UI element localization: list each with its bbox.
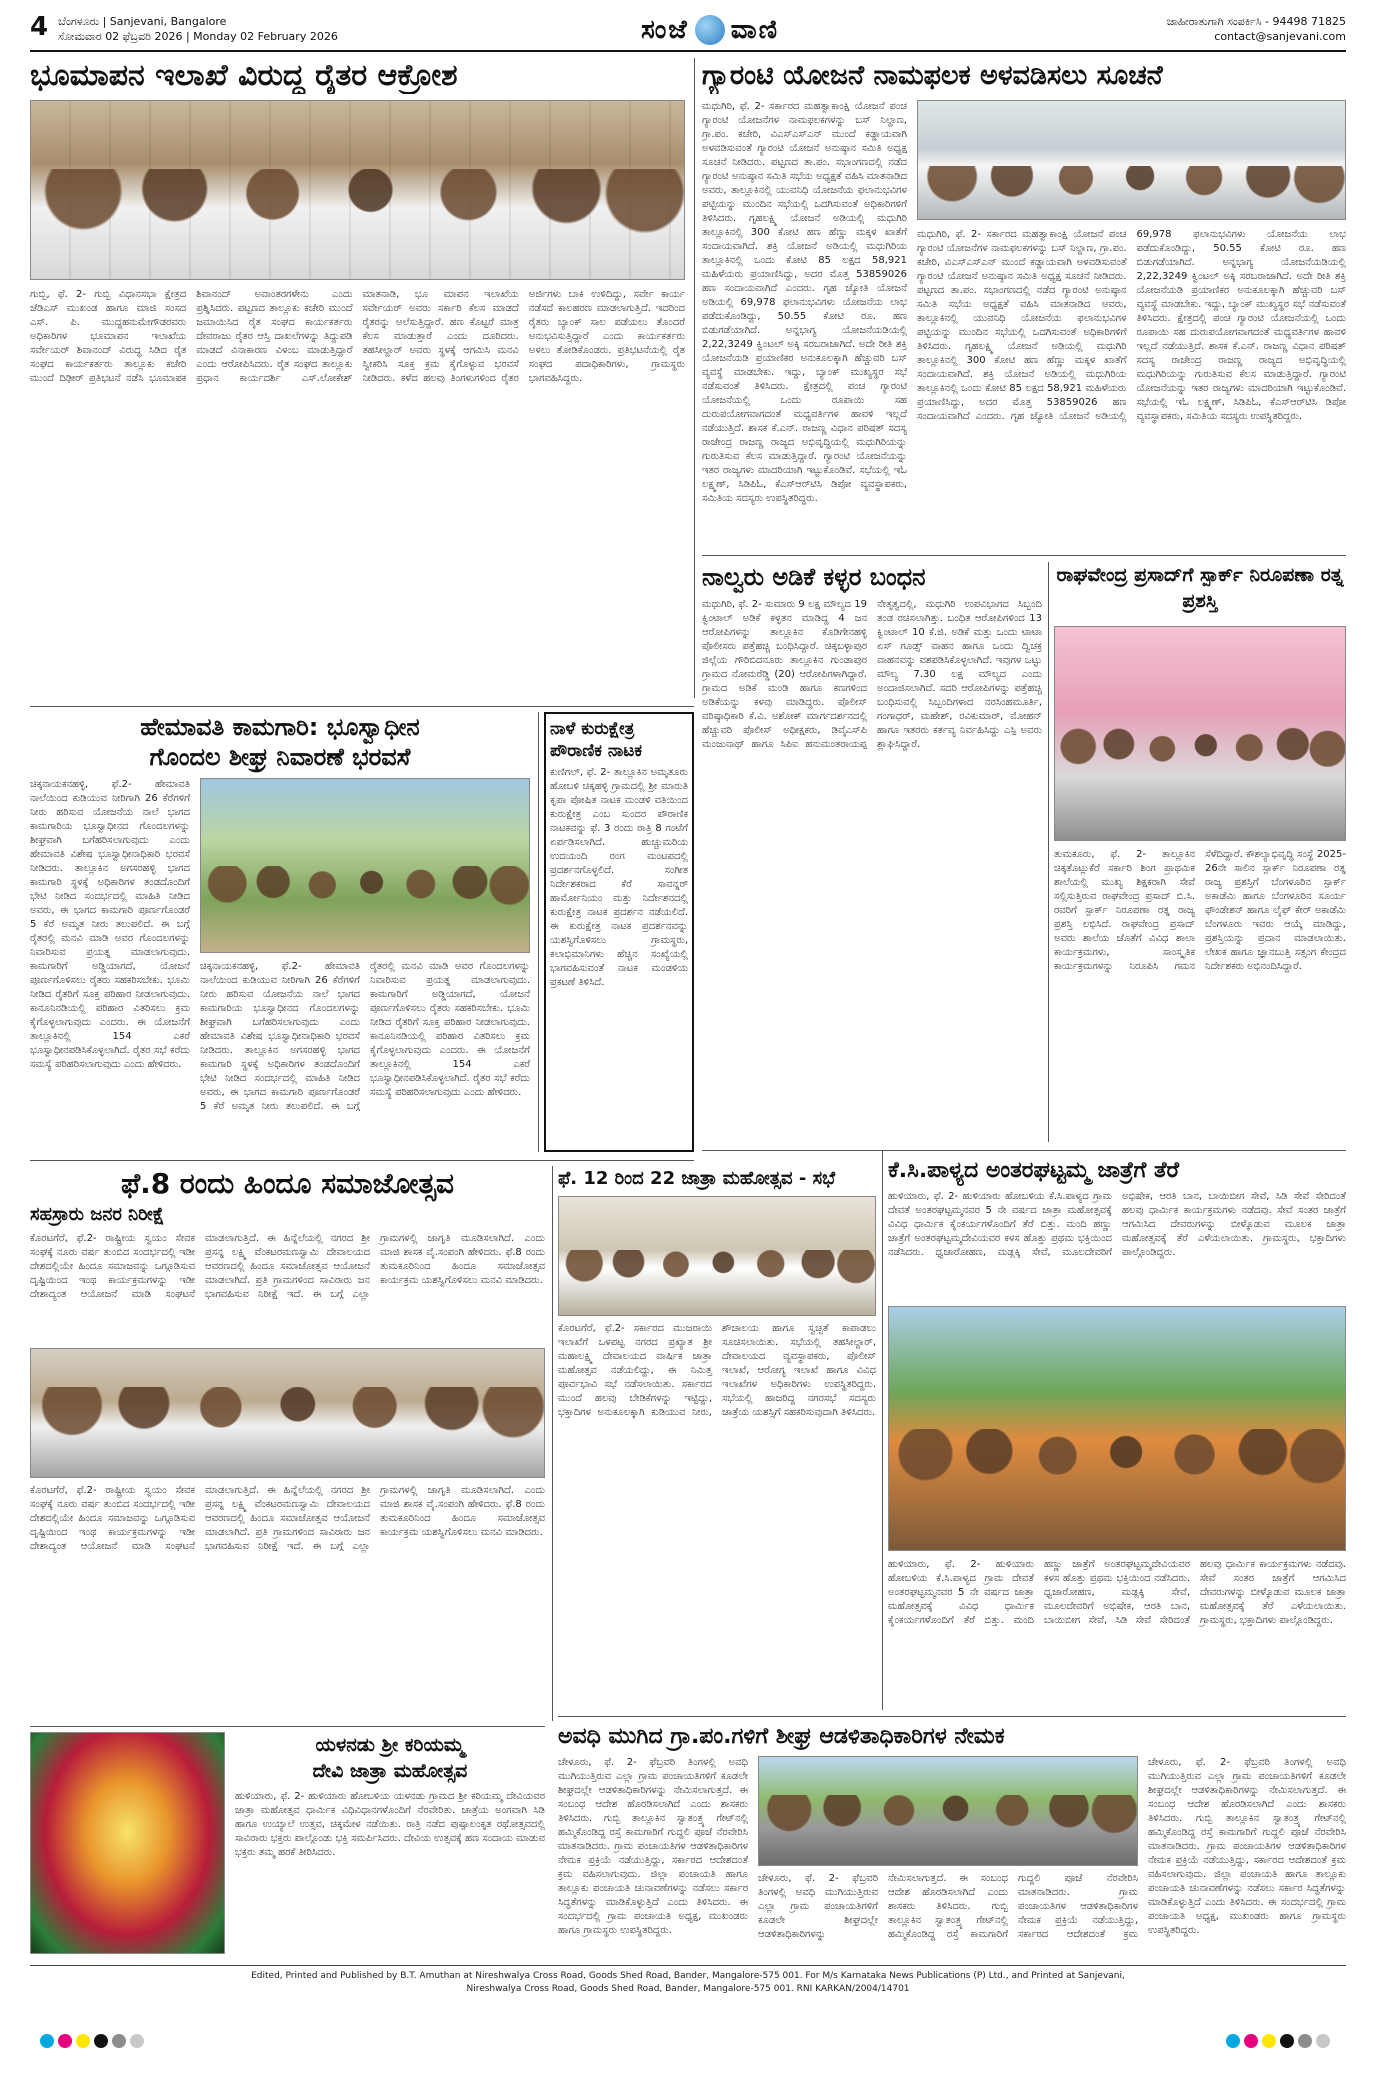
article-body-right: ಮಧುಗಿರಿ, ಫೆ. 2- ಸರ್ಕಾರದ ಮಹತ್ವಾಕಾಂಕ್ಷಿ ಯೋಜನೆ ಪಂಚ ಗ್ಯಾರಂಟಿ ಯೋಜನೆಗಳ ನಾಮಫಲಕಗಳನ್ನು ಬಸ್ ನಿಲ್ದಾಣ, ಗ್ರಾ.ಪಂ. ಕಚೇರಿ, ವಿಎಸ್‌ಎಸ್‌ಎನ್ ಮುಂದೆ ಕಡ್ಡಾಯವಾಗಿ ಅಳವಡಿಸುವಂತೆ ಗ್ಯಾರಂಟಿ ಯೋಜನೆ ಅನುಷ್ಠಾನ ಸಮಿತಿ ಅಧ್ಯಕ್ಷ ಸೂಚನೆ ನೀಡಿದರು. ಪಟ್ಟಣದ ತಾ.ಪಂ. ಸಭಾಂಗಣದಲ್ಲಿ ನಡೆದ ಗ್ಯಾರಂಟಿ ಅನುಷ್ಠಾನ ಸಮಿತಿ ಸಭೆಯ ಅಧ್ಯಕ್ಷತೆ ವಹಿಸಿ ಮಾತನಾಡಿದ ಅವರು, ತಾಲ್ಲೂಕಿನಲ್ಲಿ ಯುವನಿಧಿ ಯೋಜನೆಯ ಫಲಾನುಭವಿಗಳ ಪಟ್ಟಿಯನ್ನು ಮುಂದಿನ ಸಭೆಯಲ್ಲಿ ಒದಗಿಸುವಂತೆ ಅಧಿಕಾರಿಗಳಿಗೆ ತಿಳಿಸಿದರು. ಗೃಹಲಕ್ಷ್ಮಿ ಯೋಜನೆ ಅಡಿಯಲ್ಲಿ ಮಧುಗಿರಿ ತಾಲ್ಲೂಕಿನಲ್ಲಿ 300 ಕೋಟಿ ಹಣ ಹೆಣ್ಣು ಮಕ್ಕಳ ಖಾತೆಗೆ ಸಂದಾಯವಾಗಿದೆ. ಶಕ್ತಿ ಯೋಜನೆ ಅಡಿಯಲ್ಲಿ ಮಧುಗಿರಿಯ ತಾಲ್ಲೂಕಿನಲ್ಲಿ ಒಂದು ಕೋಟಿ 85 ಲಕ್ಷದ 58,921 ಮಹಿಳೆಯರು ಪ್ರಯಾಣಿಸಿದ್ದು, ಅದರ ಮೊತ್ತ 53859026 ಹಣ ಸಂದಾಯವಾಗಿದೆ ಎಂದರು. ಗೃಹ ಜ್ಯೋತಿ ಯೋಜನೆ ಅಡಿಯಲ್ಲಿ 69,978 ಫಲಾನುಭವಿಗಳು ಯೋಜನೆಯ ಲಾಭ ಪಡೆದುಕೊಂಡಿದ್ದು, 50.55 ಕೋಟಿ ರೂ. ಹಣ ಬಿಡುಗಡೆಯಾಗಿದೆ. ಅನ್ನಭಾಗ್ಯ ಯೋಜನೆಯಡಿಯಲ್ಲಿ 2,22,3249 ಕ್ವಿಂಟಲ್ ಅಕ್ಕಿ ಸರಬರಾಜಾಗಿದೆ. ಅದೇ ರೀತಿ ಶಕ್ತಿ ಯೋಜನೆಯಡಿ ಪ್ರಯಾಣಿಕರ ಅನುಕೂಲಕ್ಕಾಗಿ ಹೆಚ್ಚುವರಿ ಬಸ್ ವ್ಯವಸ್ಥೆ ಮಾಡಬೇಕು. ಇದ್ದು, ಬ್ಯಾಂಕ್ ಮುಖ್ಯಸ್ಥರ ಸಭೆ ನಡೆಸುವಂತೆ ತಿಳಿಸಿದರು. ಕ್ಷೇತ್ರದಲ್ಲಿ ಪಂಚ ಗ್ಯಾರಂಟಿ ಯೋಜನೆಯಲ್ಲಿ ಒಂದು ರೂಪಾಯಿ ಸಹ ದುರುಪಯೋಗವಾಗದಂತೆ ಮಧ್ಯವರ್ತಿಗಳ ಹಾವಳಿ ಇಲ್ಲದೆ ನಡೆಯುತ್ತಿದೆ. ಶಾಸಕ ಕೆ.ಎನ್. ರಾಜಣ್ಣ ವಿಧಾನ ಪರಿಷತ್ ಸದಸ್ಯ ರಾಜೇಂದ್ರ ರಾಜಣ್ಣ ರಾಜ್ಯದ ಅಭಿವೃದ್ಧಿಯಲ್ಲಿ ಮಧುಗಿರಿಯನ್ನು ಗುರುತಿಸುವ ಕೆಲಸ ಮಾಡುತ್ತಿದ್ದಾರೆ. ಗ್ಯಾರಂಟಿ ಯೋಜನೆಯನ್ನು ಇತರ ರಾಜ್ಯಗಳು ಮಾದರಿಯಾಗಿ ಇಟ್ಟುಕೊಂಡಿವೆ. ಸಭೆಯಲ್ಲಿ ಇಓ ಲಕ್ಷ್ಮಣ್, ಸಿಡಿಪಿಓ, ಕೆಎಸ್‌ಆರ್‌ಟಿಸಿ ಡಿಪೋ ವ್ಯವಸ್ಥಾಪಕರು, ಸಮಿತಿಯ ಸದಸ್ಯರು ಉಪಸ್ಥಿತರಿದ್ದರು. xyxy=(917,229,1346,422)
registration-marks-left xyxy=(40,2034,144,2048)
masthead xyxy=(30,10,1346,52)
jatra-meeting-photo xyxy=(558,1196,876,1316)
article-body-right: ಚೇಳೂರು, ಫೆ. 2- ಫೆಬ್ರವರಿ ತಿಂಗಳಲ್ಲಿ ಅವಧಿ ಮುಗಿಯುತ್ತಿರುವ ಎಲ್ಲಾ ಗ್ರಾಮ ಪಂಚಾಯತಿಗಳಿಗೆ ಕೂಡಲೇ ಶೀಘ್ರದಲ್ಲೇ ಆಡಳಿತಾಧಿಕಾರಿಗಳನ್ನು ನೇಮಿಸಲಾಗುತ್ತದೆ. ಈ ಸಂಬಂಧ ಆದೇಶ ಹೊರಡಿಸಲಾಗಿದೆ ಎಂದು ಶಾಸಕರು ತಿಳಿಸಿದರು. ಗುಬ್ಬಿ ತಾಲ್ಲೂಕಿನ ಸ್ವಾತಂತ್ರ್ಯ ಗೇಟ್‌ನಲ್ಲಿ ಹಮ್ಮಿಕೊಂಡಿದ್ದ ರಸ್ತೆ ಕಾಮಗಾರಿಗೆ ಗುದ್ದಲಿ ಪೂಜೆ ನೆರವೇರಿಸಿ ಮಾತನಾಡಿದರು. ಗ್ರಾಮ ಪಂಚಾಯತಿಗಳ ಆಡಳಿತಾಧಿಕಾರಿಗಳ ನೇಮಕ ಪ್ರಕ್ರಿಯೆ ನಡೆಯುತ್ತಿದ್ದು, ಸರ್ಕಾರದ ಆದೇಶದಂತೆ ಕ್ರಮ ವಹಿಸಲಾಗುವುದು. ಜಿಲ್ಲಾ ಪಂಚಾಯತಿ ಹಾಗೂ ತಾಲ್ಲೂಕು ಪಂಚಾಯತಿ ಚುನಾವಣೆಗಳನ್ನು ನಡೆಸಲು ಸರ್ಕಾರ ಸಿದ್ಧತೆಗಳನ್ನು ಮಾಡಿಕೊಳ್ಳುತ್ತಿದೆ ಎಂದು ತಿಳಿಸಿದರು. ಈ ಸಂದರ್ಭದಲ್ಲಿ ಗ್ರಾಮ ಪಂಚಾಯತಿ ಅಧ್ಯಕ್ಷ, ಮುಖಂಡರು ಹಾಗೂ ಗ್ರಾಮಸ್ಥರು ಉಪಸ್ಥಿತರಿದ್ದರು. xyxy=(1148,1757,1346,1936)
contact-email: contact@sanjevani.com xyxy=(1214,30,1346,43)
article-body: ಹುಳಿಯಾರು, ಫೆ. 2- ಹುಳಿಯಾರು ಹೋಬಳಿಯ ಯಳನಡು ಗ್ರಾಮದ ಶ್ರೀ ಕರಿಯಮ್ಮ ದೇವಿಯವರ ಜಾತ್ರಾ ಮಹೋತ್ಸವ ಧಾರ್ಮಿಕ ವಿಧಿವಿಧಾನಗಳೊಂದಿಗೆ ನೆರವೇರಿತು. ಜಾತ್ರೆಯ ಅಂಗವಾಗಿ ಸಿಡಿ ಹಾಗೂ ಉಯ್ಯಾಲೆ ಉತ್ಸವ, ಚಿಕ್ಕಮೇಳ ನಡೆಯಿತು. ರಾತ್ರಿ ನಡೆದ ಪುಷ್ಪಾಲಂಕೃತ ರಥೋತ್ಸವದಲ್ಲಿ ಸಾವಿರಾರು ಭಕ್ತರು ಪಾಲ್ಗೊಂಡು ಭಕ್ತಿ ಸಮರ್ಪಿಸಿದರು. ದೇವಿಯ ಉತ್ಸವಕ್ಕೆ ಹಣ ಸಂದಾಯ ಮಾಡುವ ಭಕ್ತರು ತಮ್ಮ ಹರಕೆ ತೀರಿಸಿದರು. xyxy=(235,1791,545,1858)
yellow-dot-icon xyxy=(1262,2034,1276,2048)
imprint-line-1: Edited, Printed and Published by B.T. Amuthan at Nireshwalya Cross Road, Goods Shed Road, Bander, Mangalore-575 001. For M/s Karnataka News Publications (P) Ltd., and Printed at Sanjevani, xyxy=(251,1971,1125,1981)
date-kannada: ಸೋಮವಾರ 02 ಫೆಬ್ರವರಿ 2026 xyxy=(58,30,183,43)
contact-info xyxy=(1167,14,1346,44)
light-gray-dot-icon xyxy=(1316,2034,1330,2048)
award-photo xyxy=(1054,626,1346,841)
article-kariyamma-jatra xyxy=(30,1732,545,1957)
release-photo xyxy=(30,1348,545,1478)
magenta-dot-icon xyxy=(1244,2034,1258,2048)
protest-photo xyxy=(30,100,685,280)
magenta-dot-icon xyxy=(58,2034,72,2048)
edition-label: Sanjevani, Bangalore xyxy=(109,15,227,28)
article-samajotsava xyxy=(30,1166,545,1721)
headline-line-2: ದೇವಿ ಜಾತ್ರಾ ಮಹೋತ್ಸವ xyxy=(312,1760,468,1782)
imprint-line-2: Nireshwalya Cross Road, Goods Shed Road, Bander, Mangalore-575 001. RNI KARKAN/2004/14701 xyxy=(466,1984,910,1994)
article-guarantee-scheme xyxy=(702,58,1346,548)
meeting-photo xyxy=(917,100,1346,220)
article-body-right: ಚಿಕ್ಕನಾಯಕನಹಳ್ಳಿ, ಫೆ.2- ಹೇಮಾವತಿ ನಾಲೆಯಿಂದ ಕುಡಿಯುವ ನೀರಿಗಾಗಿ 26 ಕೆರೆಗಳಿಗೆ ನೀರು ಹರಿಸುವ ಯೋಜನೆಯ ನಾಲೆ ಭಾಗದ ಕಾಮಗಾರಿಯ ಭೂಸ್ವಾಧೀನದ ಗೊಂದಲಗಳನ್ನು ಶೀಘ್ರವಾಗಿ ಬಗೆಹರಿಸಲಾಗುವುದು ಎಂದು ಹೇಮಾವತಿ ವಿಶೇಷ ಭೂಸ್ವಾಧೀನಾಧಿಕಾರಿ ಭರವಸೆ ನೀಡಿದರು. ತಾಲ್ಲೂಕಿನ ಅಗಸರಹಳ್ಳಿ ಭಾಗದ ಕಾಮಗಾರಿ ಸ್ಥಳಕ್ಕೆ ಅಧಿಕಾರಿಗಳ ತಂಡದೊಂದಿಗೆ ಭೇಟಿ ನೀಡಿದ ಸಂದರ್ಭದಲ್ಲಿ ಮಾಹಿತಿ ನೀಡಿದ ಅವರು, ಈ ಭಾಗದ ಕಾಮಗಾರಿ ಪೂರ್ಣಗೊಂಡರೆ 5 ಕೆರೆ ಅಮೃತ ನೀರು ತಲುಪಲಿದೆ. ಈ ಬಗ್ಗೆ ರೈತರಲ್ಲಿ ಮನವಿ ಮಾಡಿ ಅವರ ಗೊಂದಲಗಳನ್ನು ನಿವಾರಿಸುವ ಪ್ರಯತ್ನ ಮಾಡಲಾಗುವುದು. ಕಾಮಗಾರಿಗೆ ಅಡ್ಡಿಯಾಗದೆ, ಯೋಜನೆ ಪೂರ್ಣಗೊಳಿಸಲು ರೈತರು ಸಹಕರಿಸಬೇಕು. ಭೂಮಿ ನೀಡಿದ ರೈತರಿಗೆ ಸೂಕ್ತ ಪರಿಹಾರ ನೀಡಲಾಗುವುದು. ಕಾನೂನಿನಡಿಯಲ್ಲಿ ಪರಿಹಾರ ವಿತರಿಸಲು ಕ್ರಮ ಕೈಗೊಳ್ಳಲಾಗುವುದು ಎಂದರು. ಈ ಯೋಜನೆಗೆ ತಾಲ್ಲೂಕಿನಲ್ಲಿ 154 ಎಕರೆ ಭೂಸ್ವಾಧೀನಪಡಿಸಿಕೊಳ್ಳಲಾಗಿದೆ. ರೈತರ ಸಭೆ ಕರೆದು ಸಮಸ್ಯೆ ಪರಿಹರಿಸಲಾಗುವುದು ಎಂದು ಹೇಳಿದರು. xyxy=(200,961,530,1112)
logo-text-right: ವಾಣಿ xyxy=(730,14,780,45)
yellow-dot-icon xyxy=(76,2034,90,2048)
article-arecanut-theft xyxy=(702,562,1042,1142)
headline-line-1: ಯಳನಡು ಶ್ರೀ ಕರಿಯಮ್ಮ xyxy=(315,1734,465,1756)
article-gram-panchayat xyxy=(558,1722,1346,1957)
headline: ರಾಘವೇಂದ್ರ ಪ್ರಸಾದ್‌ಗೆ ಸ್ಪಾರ್ಕ್ ನಿರೂಪಣಾ ರತ್ನ ಪ್ರಶಸ್ತಿ xyxy=(1056,564,1344,612)
headline-line-2: ಗೊಂದಲ ಶೀಘ್ರ ನಿವಾರಣೆ ಭರವಸೆ xyxy=(149,743,411,771)
article-jatra-meeting xyxy=(558,1166,876,1711)
cyan-dot-icon xyxy=(1226,2034,1240,2048)
article-drama xyxy=(544,712,694,1152)
headline: ಅವಧಿ ಮುಗಿದ ಗ್ರಾ.ಪಂ.ಗಳಿಗೆ ಶೀಘ್ರ ಆಡಳಿತಾಧಿಕಾರಿಗಳ ನೇಮಕ xyxy=(558,1724,1005,1749)
ad-contact: ಜಾಹೀರಾತುಗಾಗಿ ಸಂಪರ್ಕಿಸಿ - 94498 71825 xyxy=(1166,15,1346,28)
headline: ಫೆ. 12 ರಿಂದ 22 ಜಾತ್ರಾ ಮಹೋತ್ಸವ - ಸಭೆ xyxy=(558,1168,836,1189)
registration-marks-right xyxy=(1226,2034,1330,2048)
headline: ಫೆ.8 ರಂದು ಹಿಂದೂ ಸಮಾಜೋತ್ಸವ xyxy=(121,1167,454,1200)
newspaper-page xyxy=(30,10,1346,2010)
headline: ನಾಲ್ವರು ಅಡಿಕೆ ಕಳ್ಳರ ಬಂಧನ xyxy=(702,563,926,591)
headline: ಭೂಮಾಪನ ಇಲಾಖೆ ವಿರುದ್ಧ ರೈತರ ಆಕ್ರೋಶ xyxy=(30,58,458,93)
site-visit-photo xyxy=(200,778,530,953)
article-body-bottom: ಕೊರಟಗೆರೆ, ಫೆ.2- ರಾಷ್ಟ್ರೀಯ ಸ್ವಯಂ ಸೇವಕ ಸಂಘಕ್ಕೆ ನೂರು ವರ್ಷ ತುಂಬಿದ ಸಂದರ್ಭದಲ್ಲಿ ಇಡೀ ದೇಶದಲ್ಲಿಯೇ ಹಿಂದೂ ಸಮಾಜವನ್ನು ಒಗ್ಗೂಡಿಸುವ ದೃಷ್ಟಿಯಿಂದ ಇಂಥ ಕಾರ್ಯಕ್ರಮಗಳನ್ನು ಇಡೀ ದೇಶಾದ್ಯಂತ ಆಯೋಜನೆ ಮಾಡಿ ಸಂಘಟನೆ ಮಾಡಲಾಗುತ್ತಿದೆ. ಈ ಹಿನ್ನೆಲೆಯಲ್ಲಿ ನಗರದ ಶ್ರೀ ಪ್ರಸನ್ನ ಲಕ್ಷ್ಮಿ ವೆಂಕಟರಮಣಸ್ವಾಮಿ ದೇವಾಲಯದ ಆವರಣದಲ್ಲಿ ಹಿಂದೂ ಸಮಾಜೋತ್ಸವ ಆಯೋಜನೆ ಮಾಡಲಾಗಿದೆ. ಪ್ರತಿ ಗ್ರಾಮಗಳಿಂದ ಸಾವಿರಾರು ಜನ ಭಾಗವಹಿಸುವ ನಿರೀಕ್ಷೆ ಇದೆ. ಈ ಬಗ್ಗೆ ಎಲ್ಲಾ ಗ್ರಾಮಗಳಲ್ಲಿ ಜಾಗೃತಿ ಮೂಡಿಸಲಾಗಿದೆ. ಎಂದು ಮಾಜಿ ಶಾಸಕ ವೈ.ಸಂಪಂಗಿ ಹೇಳಿದರು. ಫೆ.8 ರಂದು ತುಮಕೂರಿನಿಂದ ಹಿಂದೂ ಸಮಾಜೋತ್ಸವ ಕಾರ್ಯಕ್ರಮ ಯಶಸ್ವಿಗೊಳಿಸಲು ಮನವಿ ಮಾಡಿದರು. xyxy=(30,1485,545,1552)
gray-dot-icon xyxy=(112,2034,126,2048)
edition-info: ಬೆಂಗಳೂರು | Sanjevani, Bangalore ಸೋಮವಾರ 02 ಫೆಬ್ರವರಿ 2026 | Monday 02 February 2026 xyxy=(58,15,338,43)
article-body-left: ಚೇಳೂರು, ಫೆ. 2- ಫೆಬ್ರವರಿ ತಿಂಗಳಲ್ಲಿ ಅವಧಿ ಮುಗಿಯುತ್ತಿರುವ ಎಲ್ಲಾ ಗ್ರಾಮ ಪಂಚಾಯತಿಗಳಿಗೆ ಕೂಡಲೇ ಶೀಘ್ರದಲ್ಲೇ ಆಡಳಿತಾಧಿಕಾರಿಗಳನ್ನು ನೇಮಿಸಲಾಗುತ್ತದೆ. ಈ ಸಂಬಂಧ ಆದೇಶ ಹೊರಡಿಸಲಾಗಿದೆ ಎಂದು ಶಾಸಕರು ತಿಳಿಸಿದರು. ಗುಬ್ಬಿ ತಾಲ್ಲೂಕಿನ ಸ್ವಾತಂತ್ರ್ಯ ಗೇಟ್‌ನಲ್ಲಿ ಹಮ್ಮಿಕೊಂಡಿದ್ದ ರಸ್ತೆ ಕಾಮಗಾರಿಗೆ ಗುದ್ದಲಿ ಪೂಜೆ ನೆರವೇರಿಸಿ ಮಾತನಾಡಿದರು. ಗ್ರಾಮ ಪಂಚಾಯತಿಗಳ ಆಡಳಿತಾಧಿಕಾರಿಗಳ ನೇಮಕ ಪ್ರಕ್ರಿಯೆ ನಡೆಯುತ್ತಿದ್ದು, ಸರ್ಕಾರದ ಆದೇಶದಂತೆ ಕ್ರಮ ವಹಿಸಲಾಗುವುದು. ಜಿಲ್ಲಾ ಪಂಚಾಯತಿ ಹಾಗೂ ತಾಲ್ಲೂಕು ಪಂಚಾಯತಿ ಚುನಾವಣೆಗಳನ್ನು ನಡೆಸಲು ಸರ್ಕಾರ ಸಿದ್ಧತೆಗಳನ್ನು ಮಾಡಿಕೊಳ್ಳುತ್ತಿದೆ ಎಂದು ತಿಳಿಸಿದರು. ಈ ಸಂದರ್ಭದಲ್ಲಿ ಗ್ರಾಮ ಪಂಚಾಯತಿ ಅಧ್ಯಕ್ಷ, ಮುಖಂಡರು ಹಾಗೂ ಗ್ರಾಮಸ್ಥರು ಉಪಸ್ಥಿತರಿದ್ದರು. xyxy=(558,1757,748,1936)
article-body-middle: ಚೇಳೂರು, ಫೆ. 2- ಫೆಬ್ರವರಿ ತಿಂಗಳಲ್ಲಿ ಅವಧಿ ಮುಗಿಯುತ್ತಿರುವ ಎಲ್ಲಾ ಗ್ರಾಮ ಪಂಚಾಯತಿಗಳಿಗೆ ಕೂಡಲೇ ಶೀಘ್ರದಲ್ಲೇ ಆಡಳಿತಾಧಿಕಾರಿಗಳನ್ನು ನೇಮಿಸಲಾಗುತ್ತದೆ. ಈ ಸಂಬಂಧ ಆದೇಶ ಹೊರಡಿಸಲಾಗಿದೆ ಎಂದು ಶಾಸಕರು ತಿಳಿಸಿದರು. ಗುಬ್ಬಿ ತಾಲ್ಲೂಕಿನ ಸ್ವಾತಂತ್ರ್ಯ ಗೇಟ್‌ನಲ್ಲಿ ಹಮ್ಮಿಕೊಂಡಿದ್ದ ರಸ್ತೆ ಕಾಮಗಾರಿಗೆ ಗುದ್ದಲಿ ಪೂಜೆ ನೆರವೇರಿಸಿ ಮಾತನಾಡಿದರು. ಗ್ರಾಮ ಪಂಚಾಯತಿಗಳ ಆಡಳಿತಾಧಿಕಾರಿಗಳ ನೇಮಕ ಪ್ರಕ್ರಿಯೆ ನಡೆಯುತ್ತಿದ್ದು, ಸರ್ಕಾರದ ಆದೇಶದಂತೆ ಕ್ರಮ xyxy=(758,1873,1138,1940)
light-gray-dot-icon xyxy=(130,2034,144,2048)
newspaper-logo xyxy=(590,12,830,48)
article-body-top: ಕೊರಟಗೆರೆ, ಫೆ.2- ರಾಷ್ಟ್ರೀಯ ಸ್ವಯಂ ಸೇವಕ ಸಂಘಕ್ಕೆ ನೂರು ವರ್ಷ ತುಂಬಿದ ಸಂದರ್ಭದಲ್ಲಿ ಇಡೀ ದೇಶದಲ್ಲಿಯೇ ಹಿಂದೂ ಸಮಾಜವನ್ನು ಒಗ್ಗೂಡಿಸುವ ದೃಷ್ಟಿಯಿಂದ ಇಂಥ ಕಾರ್ಯಕ್ರಮಗಳನ್ನು ಇಡೀ ದೇಶಾದ್ಯಂತ ಆಯೋಜನೆ ಮಾಡಿ ಸಂಘಟನೆ ಮಾಡಲಾಗುತ್ತಿದೆ. ಈ ಹಿನ್ನೆಲೆಯಲ್ಲಿ ನಗರದ ಶ್ರೀ ಪ್ರಸನ್ನ ಲಕ್ಷ್ಮಿ ವೆಂಕಟರಮಣಸ್ವಾಮಿ ದೇವಾಲಯದ ಆವರಣದಲ್ಲಿ ಹಿಂದೂ ಸಮಾಜೋತ್ಸವ ಆಯೋಜನೆ ಮಾಡಲಾಗಿದೆ. ಪ್ರತಿ ಗ್ರಾಮಗಳಿಂದ ಸಾವಿರಾರು ಜನ ಭಾಗವಹಿಸುವ ನಿರೀಕ್ಷೆ ಇದೆ. ಈ ಬಗ್ಗೆ ಎಲ್ಲಾ ಗ್ರಾಮಗಳಲ್ಲಿ ಜಾಗೃತಿ ಮೂಡಿಸಲಾಗಿದೆ. ಎಂದು ಮಾಜಿ ಶಾಸಕ ವೈ.ಸಂಪಂಗಿ ಹೇಳಿದರು. ಫೆ.8 ರಂದು ತುಮಕೂರಿನಿಂದ ಹಿಂದೂ ಸಮಾಜೋತ್ಸವ ಕಾರ್ಯಕ್ರಮ ಯಶಸ್ವಿಗೊಳಿಸಲು ಮನವಿ ಮಾಡಿದರು. xyxy=(30,1233,545,1300)
article-body-bottom: ಹುಳಿಯಾರು, ಫೆ. 2- ಹುಳಿಯಾರು ಹೋಬಳಿಯ ಕೆ.ಸಿ.ಪಾಳ್ಯದ ಗ್ರಾಮ ದೇವತೆ ಅಂತರಘಟ್ಟಮ್ಮನವರ 5 ನೇ ವರ್ಷದ ಜಾತ್ರಾ ಮಹೋತ್ಸವಕ್ಕೆ ವಿವಿಧ ಧಾರ್ಮಿಕ ಕೈಂಕರ್ಯಗಳೊಂದಿಗೆ ತೆರೆ ಬಿತ್ತು. ಮಂದಿ ಹಣ್ಣು ಜಾತ್ರೆಗೆ ಅಂತರಘಟ್ಟಮ್ಮದೇವಿಯವರ ಕಳಸ ಹೊತ್ತು ಪ್ರಥಮ ಭಕ್ತಿಯಿಂದ ನಡೆಸಿದರು. ಧ್ವಜಾರೋಹಣ, ಮಡ್ಲಕ್ಕಿ ಸೇವೆ, ಮೂಲದೇವರಿಗೆ ಅಭಿಷೇಕ, ಆರತಿ ಬಾನ, ಬಾಯಿಬೀಗ ಸೇವೆ, ಸಿಡಿ ಸೇವೆ ಸೇರಿದಂತೆ ಹಲವು ಧಾರ್ಮಿಕ ಕಾರ್ಯಕ್ರಮಗಳು ನಡೆದವು. ಸೇವೆ ಸಂತರ ಜಾತ್ರೆಗೆ ಆಗಮಿಸಿದ ದೇವರುಗಳನ್ನು ಬೀಳ್ಕೊಡುವ ಮೂಲಕ ಜಾತ್ರಾ ಮಹೋತ್ಸವಕ್ಕೆ ತೆರೆ ಎಳೆಯಲಾಯಿತು. ಗ್ರಾಮಸ್ಥರು, ಭಕ್ತಾದಿಗಳು ಪಾಲ್ಗೊಂಡಿದ್ದರು. xyxy=(888,1559,1346,1626)
article-kc-palya-jatra xyxy=(888,1156,1346,1711)
deity-photo xyxy=(30,1732,225,1954)
groundbreaking-photo xyxy=(758,1756,1138,1866)
subheadline: ಸಹಸ್ರಾರು ಜನರ ನಿರೀಕ್ಷೆ xyxy=(30,1204,165,1225)
logo-text-left: ಸಂಜೆ xyxy=(640,14,689,45)
article-land-survey xyxy=(30,58,685,698)
festival-photo xyxy=(888,1306,1346,1551)
page-number: 4 xyxy=(30,12,49,42)
article-body: ಗುಬ್ಬಿ, ಫೆ. 2- ಗುಬ್ಬಿ ವಿಧಾನಸಭಾ ಕ್ಷೇತ್ರದ ಜೆಡಿಎಸ್ ಮುಖಂಡ ಹಾಗೂ ಮಾಜಿ ಸಂಸದ ಎಸ್. ಪಿ. ಮುದ್ದಹನುಮೇಗೌಡರವರು ಅಧಿಕಾರಿಗಳ ಭೂಮಾಪನ ಇಲಾಖೆಯ ಸರ್ವೇಯರ್ ಶಿವಾನಂದ್ ವಿರುದ್ಧ ಸಿಡಿದ ರೈತ ಸಂಘದ ಕಾರ್ಯಕರ್ತರು ತಾಲ್ಲೂಕು ಕಚೇರಿ ಮುಂದೆ ದಿಢೀರ್ ಪ್ರತಿಭಟನೆ ನಡೆಸಿ ಭೂಮಾಪಕ ಶಿವಾನಂದ್ ಅವಾಂತರಗಳೇನು ಎಂದು ಪ್ರಶ್ನಿಸಿದರು. ಪಟ್ಟಣದ ತಾಲ್ಲೂಕು ಕಚೇರಿ ಮುಂದೆ ಜಮಾಯಿಸಿದ ರೈತ ಸಂಘದ ಕಾರ್ಯಕರ್ತರು ದೇವರಾಜು ರೈತರ ಆಸ್ತಿ ದಾಖಲೆಗಳನ್ನು ತಿದ್ದುಪಡಿ ಮಾಡದೆ ವಿನಾಕಾರಣ ವಿಳಂಬ ಮಾಡುತ್ತಿದ್ದಾರೆ ಎಂದು ಆರೋಪಿಸಿದರು. ರೈತ ಸಂಘದ ತಾಲ್ಲೂಕು ಪ್ರಧಾನ ಕಾರ್ಯದರ್ಶಿ ಎಸ್.ಲೋಕೇಶ್ ಮಾತನಾಡಿ, ಭೂ ಮಾಪನ ಇಲಾಖೆಯ ಸರ್ವೇಯರ್ ಅವರು ಸರ್ಕಾರಿ ಕೆಲಸ ಮಾಡದೆ ರೈತರನ್ನು ಅಲೆಸುತ್ತಿದ್ದಾರೆ. ಹಣ ಕೊಟ್ಟರೆ ಮಾತ್ರ ಕೆಲಸ ಮಾಡುತ್ತಾರೆ ಎಂದು ದೂರಿದರು. ತಹಸೀಲ್ದಾರ್ ಅವರು ಸ್ಥಳಕ್ಕೆ ಆಗಮಿಸಿ ಮನವಿ ಸ್ವೀಕರಿಸಿ ಸೂಕ್ತ ಕ್ರಮ ಕೈಗೊಳ್ಳುವ ಭರವಸೆ ನೀಡಿದರು. ಕಳೆದ ಹಲವು ತಿಂಗಳುಗಳಿಂದ ರೈತರ ಅರ್ಜಿಗಳು ಬಾಕಿ ಉಳಿದಿದ್ದು, ಸರ್ವೇ ಕಾರ್ಯ ನಡೆಸದೆ ಕಾಲಹರಣ ಮಾಡಲಾಗುತ್ತಿದೆ. ಇದರಿಂದ ರೈತರು ಬ್ಯಾಂಕ್ ಸಾಲ ಪಡೆಯಲು ತೊಂದರೆ ಅನುಭವಿಸುತ್ತಿದ್ದಾರೆ ಎಂದು ಕಾರ್ಯಕರ್ತರು ಅಳಲು ತೋಡಿಕೊಂಡರು. ಪ್ರತಿಭಟನೆಯಲ್ಲಿ ರೈತ ಸಂಘದ ಪದಾಧಿಕಾರಿಗಳು, ಗ್ರಾಮಸ್ಥರು ಭಾಗವಹಿಸಿದ್ದರು. xyxy=(30,289,685,384)
headline-line-1: ನಾಳೆ ಕುರುಕ್ಷೇತ್ರ xyxy=(550,719,635,739)
article-body-left: ಚಿಕ್ಕನಾಯಕನಹಳ್ಳಿ, ಫೆ.2- ಹೇಮಾವತಿ ನಾಲೆಯಿಂದ ಕುಡಿಯುವ ನೀರಿಗಾಗಿ 26 ಕೆರೆಗಳಿಗೆ ನೀರು ಹರಿಸುವ ಯೋಜನೆಯ ನಾಲೆ ಭಾಗದ ಕಾಮಗಾರಿಯ ಭೂಸ್ವಾಧೀನದ ಗೊಂದಲಗಳನ್ನು ಶೀಘ್ರವಾಗಿ ಬಗೆಹರಿಸಲಾಗುವುದು ಎಂದು ಹೇಮಾವತಿ ವಿಶೇಷ ಭೂಸ್ವಾಧೀನಾಧಿಕಾರಿ ಭರವಸೆ ನೀಡಿದರು. ತಾಲ್ಲೂಕಿನ ಅಗಸರಹಳ್ಳಿ ಭಾಗದ ಕಾಮಗಾರಿ ಸ್ಥಳಕ್ಕೆ ಅಧಿಕಾರಿಗಳ ತಂಡದೊಂದಿಗೆ ಭೇಟಿ ನೀಡಿದ ಸಂದರ್ಭದಲ್ಲಿ ಮಾಹಿತಿ ನೀಡಿದ ಅವರು, ಈ ಭಾಗದ ಕಾಮಗಾರಿ ಪೂರ್ಣಗೊಂಡರೆ 5 ಕೆರೆ ಅಮೃತ ನೀರು ತಲುಪಲಿದೆ. ಈ ಬಗ್ಗೆ ರೈತರಲ್ಲಿ ಮನವಿ ಮಾಡಿ ಅವರ ಗೊಂದಲಗಳನ್ನು ನಿವಾರಿಸುವ ಪ್ರಯತ್ನ ಮಾಡಲಾಗುವುದು. ಕಾಮಗಾರಿಗೆ ಅಡ್ಡಿಯಾಗದೆ, ಯೋಜನೆ ಪೂರ್ಣಗೊಳಿಸಲು ರೈತರು ಸಹಕರಿಸಬೇಕು. ಭೂಮಿ ನೀಡಿದ ರೈತರಿಗೆ ಸೂಕ್ತ ಪರಿಹಾರ ನೀಡಲಾಗುವುದು. ಕಾನೂನಿನಡಿಯಲ್ಲಿ ಪರಿಹಾರ ವಿತರಿಸಲು ಕ್ರಮ ಕೈಗೊಳ್ಳಲಾಗುವುದು ಎಂದರು. ಈ ಯೋಜನೆಗೆ ತಾಲ್ಲೂಕಿನಲ್ಲಿ 154 ಎಕರೆ ಭೂಸ್ವಾಧೀನಪಡಿಸಿಕೊಳ್ಳಲಾಗಿದೆ. ರೈತರ ಸಭೆ ಕರೆದು ಸಮಸ್ಯೆ ಪರಿಹರಿಸಲಾಗುವುದು ಎಂದು ಹೇಳಿದರು. xyxy=(30,779,190,1070)
globe-icon xyxy=(695,15,725,45)
headline-line-1: ಹೇಮಾವತಿ ಕಾಮಗಾರಿ: ಭೂಸ್ವಾಧೀನ xyxy=(140,713,420,741)
article-body: ತುಮಕೂರು, ಫೆ. 2- ತಾಲ್ಲೂಕಿನ ಚಿಕ್ಕತೊಟ್ಲುಕೆರೆ ಸರ್ಕಾರಿ ಶಿಂಗ ಪ್ರಾಥಮಿಕ ಶಾಲೆಯಲ್ಲಿ ಮುಖ್ಯ ಶಿಕ್ಷಕರಾಗಿ ಸೇವೆ ಸಲ್ಲಿಸುತ್ತಿರುವ ರಾಘವೇಂದ್ರ ಪ್ರಸಾದ್ ಬಿ.ಸಿ. ರವರಿಗೆ ಸ್ಪಾರ್ಕ್ ನಿರೂಪಣಾ ರತ್ನ ರಾಜ್ಯ ಪ್ರಶಸ್ತಿ ಲಭಿಸಿದೆ. ರಾಘವೇಂದ್ರ ಪ್ರಸಾದ್ ಅವರು ಶಾಲೆಯ ಜೊತೆಗೆ ವಿವಿಧ ಶಾಲಾ ಕಾರ್ಯಕ್ರಮಗಳು, ಸಾಂಸ್ಕೃತಿಕ ಕಾರ್ಯಕ್ರಮಗಳನ್ನು ನಿರೂಪಿಸಿ ಗಮನ ಸೆಳೆದಿದ್ದಾರೆ. ಕೌಶಲ್ಯಾಭಿವೃದ್ಧಿ ಸಂಸ್ಥೆ 2025-26ನೇ ಸಾಲಿನ ಸ್ಪಾರ್ಕ್ ನಿರೂಪಣಾ ರತ್ನ ರಾಜ್ಯ ಪ್ರಶಸ್ತಿಗೆ ಬೆಂಗಳೂರಿನ ಸ್ಪಾರ್ಕ್ ಅಕಾಡೆಮಿ ಹಾಗೂ ಬೆಂಗಳೂರಿನ ಸೂರ್ಯ ಫೌಂಡೇಶನ್ ಹಾಗೂ ಲೈಫ್ ಕೇರ್ ಅಕಾಡೆಮಿ ಬೆಂಗಳೂರು ಇವರು ಆಯ್ಕೆ ಮಾಡಿದ್ದು, ಪ್ರಶಸ್ತಿಯನ್ನು ಪ್ರದಾನ ಮಾಡಲಾಯಿತು. ಲೇಖಕ ಹಾಗೂ ಜ್ಞಾನಬುತ್ತಿ ಸತ್ಸಂಗ ಕೇಂದ್ರದ ನಿರ್ದೇಶಕರು ಅಭಿನಂದಿಸಿದ್ದಾರೆ. xyxy=(1054,849,1346,972)
imprint-footer xyxy=(30,1965,1346,1996)
headline: ಕೆ.ಸಿ.ಪಾಳ್ಯದ ಅಂತರಘಟ್ಟಮ್ಮ ಜಾತ್ರೆಗೆ ತೆರೆ xyxy=(888,1158,1179,1183)
article-hemavathi xyxy=(30,712,530,1152)
article-body: ಕುಣಿಗಲ್, ಫೆ. 2- ತಾಲ್ಲೂಕಿನ ಅಮೃತೂರು ಹೋಬಳಿ ಚಿಕ್ಕಹಳ್ಳಿ ಗ್ರಾಮದಲ್ಲಿ ಶ್ರೀ ಮಾರುತಿ ಕೃಪಾ ಪೋಷಿತ ನಾಟಕ ಮಂಡಳಿ ವತಿಯಿಂದ ಕುರುಕ್ಷೇತ್ರ ಎಂಬ ಸುಂದರ ಪೌರಾಣಿಕ ನಾಟಕವನ್ನು ಫೆ. 3 ರಂದು ರಾತ್ರಿ 8 ಗಂಟೆಗೆ ಏರ್ಪಡಿಸಲಾಗಿದೆ. ಹುಚ್ಚುಮರಿಯ ಉದಯಂದಿ ರಂಗ ಮಂಟಪದಲ್ಲಿ ಪ್ರದರ್ಶನಗೊಳ್ಳಲಿದೆ. ಸಂಗೀತ ನಿರ್ದೇಶಕರಾದ ಕೆರೆ ಸಾವನ್ನರ್ ಹಾರ್ಮೋನಿಯಂ ಮತ್ತು ನಿರ್ದೇಶನದಲ್ಲಿ ಕುರುಕ್ಷೇತ್ರ ನಾಟಕ ಪ್ರದರ್ಶನ ನಡೆಯಲಿದೆ. ಈ ಕುರುಕ್ಷೇತ್ರ ನಾಟಕ ಪ್ರದರ್ಶನವನ್ನು ಯಶಸ್ವಿಗೊಳಿಸಲು ಗ್ರಾಮಸ್ಥರು, ಕಲಾಭಿಮಾನಿಗಳು ಹೆಚ್ಚಿನ ಸಂಖ್ಯೆಯಲ್ಲಿ ಭಾಗವಹಿಸುವಂತೆ ನಾಟಕ ಮಂಡಳಿಯ ಪ್ರಕಟಣೆ ತಿಳಿಸಿದೆ. xyxy=(550,767,688,988)
article-body: ಕೊರಟಗೆರೆ, ಫೆ.2- ಸರ್ಕಾರದ ಮುಜರಾಯಿ ಇಲಾಖೆಗೆ ಒಳಪಟ್ಟ ನಗರದ ಪ್ರಖ್ಯಾತ ಶ್ರೀ ಮಹಾಲಕ್ಷ್ಮಿ ದೇವಾಲಯದ ವಾರ್ಷಿಕ ಜಾತ್ರಾ ಮಹೋತ್ಸವ ನಡೆಯಲಿದ್ದು, ಈ ನಿಮಿತ್ತ ಪೂರ್ವಭಾವಿ ಸಭೆ ನಡೆಸಲಾಯಿತು. ಸರ್ಕಾರದ ಮುಂದೆ ಹಲವು ಬೇಡಿಕೆಗಳನ್ನು ಇಟ್ಟಿದ್ದು, ಭಕ್ತಾದಿಗಳ ಅನುಕೂಲಕ್ಕಾಗಿ ಕುಡಿಯುವ ನೀರು, ಶೌಚಾಲಯ ಹಾಗೂ ಸ್ವಚ್ಛತೆ ಕಾಪಾಡಲು ಸೂಚಿಸಲಾಯಿತು. ಸಭೆಯಲ್ಲಿ ತಹಸೀಲ್ದಾರ್, ದೇವಾಲಯದ ವ್ಯವಸ್ಥಾಪಕರು, ಪೊಲೀಸ್ ಇಲಾಖೆ, ಆರೋಗ್ಯ ಇಲಾಖೆ ಹಾಗೂ ವಿವಿಧ ಇಲಾಖೆಗಳ ಅಧಿಕಾರಿಗಳು ಉಪಸ್ಥಿತರಿದ್ದರು. ಸಭೆಯಲ್ಲಿ ಹಾಜರಿದ್ದ ನಗರಸಭೆ ಸದಸ್ಯರು ಜಾತ್ರೆಯ ಯಶಸ್ಸಿಗೆ ಸಹಕರಿಸುವುದಾಗಿ ತಿಳಿಸಿದರು. xyxy=(558,1323,876,1418)
article-award xyxy=(1054,562,1346,1142)
headline-line-2: ಪೌರಾಣಿಕ ನಾಟಕ xyxy=(550,741,643,761)
cyan-dot-icon xyxy=(40,2034,54,2048)
headline: ಗ್ಯಾರಂಟಿ ಯೋಜನೆ ನಾಮಫಲಕ ಅಳವಡಿಸಲು ಸೂಚನೆ xyxy=(702,60,1163,91)
gray-dot-icon xyxy=(1298,2034,1312,2048)
article-body-top: ಹುಳಿಯಾರು, ಫೆ. 2- ಹುಳಿಯಾರು ಹೋಬಳಿಯ ಕೆ.ಸಿ.ಪಾಳ್ಯದ ಗ್ರಾಮ ದೇವತೆ ಅಂತರಘಟ್ಟಮ್ಮನವರ 5 ನೇ ವರ್ಷದ ಜಾತ್ರಾ ಮಹೋತ್ಸವಕ್ಕೆ ವಿವಿಧ ಧಾರ್ಮಿಕ ಕೈಂಕರ್ಯಗಳೊಂದಿಗೆ ತೆರೆ ಬಿತ್ತು. ಮಂದಿ ಹಣ್ಣು ಜಾತ್ರೆಗೆ ಅಂತರಘಟ್ಟಮ್ಮದೇವಿಯವರ ಕಳಸ ಹೊತ್ತು ಪ್ರಥಮ ಭಕ್ತಿಯಿಂದ ನಡೆಸಿದರು. ಧ್ವಜಾರೋಹಣ, ಮಡ್ಲಕ್ಕಿ ಸೇವೆ, ಮೂಲದೇವರಿಗೆ ಅಭಿಷೇಕ, ಆರತಿ ಬಾನ, ಬಾಯಿಬೀಗ ಸೇವೆ, ಸಿಡಿ ಸೇವೆ ಸೇರಿದಂತೆ ಹಲವು ಧಾರ್ಮಿಕ ಕಾರ್ಯಕ್ರಮಗಳು ನಡೆದವು. ಸೇವೆ ಸಂತರ ಜಾತ್ರೆಗೆ ಆಗಮಿಸಿದ ದೇವರುಗಳನ್ನು ಬೀಳ್ಕೊಡುವ ಮೂಲಕ ಜಾತ್ರಾ ಮಹೋತ್ಸವಕ್ಕೆ ತೆರೆ ಎಳೆಯಲಾಯಿತು. ಗ್ರಾಮಸ್ಥರು, ಭಕ್ತಾದಿಗಳು ಪಾಲ್ಗೊಂಡಿದ್ದರು. xyxy=(888,1191,1346,1258)
article-body-left: ಮಧುಗಿರಿ, ಫೆ. 2- ಸರ್ಕಾರದ ಮಹತ್ವಾಕಾಂಕ್ಷಿ ಯೋಜನೆ ಪಂಚ ಗ್ಯಾರಂಟಿ ಯೋಜನೆಗಳ ನಾಮಫಲಕಗಳನ್ನು ಬಸ್ ನಿಲ್ದಾಣ, ಗ್ರಾ.ಪಂ. ಕಚೇರಿ, ವಿಎಸ್‌ಎಸ್‌ಎನ್ ಮುಂದೆ ಕಡ್ಡಾಯವಾಗಿ ಅಳವಡಿಸುವಂತೆ ಗ್ಯಾರಂಟಿ ಯೋಜನೆ ಅನುಷ್ಠಾನ ಸಮಿತಿ ಅಧ್ಯಕ್ಷ ಸೂಚನೆ ನೀಡಿದರು. ಪಟ್ಟಣದ ತಾ.ಪಂ. ಸಭಾಂಗಣದಲ್ಲಿ ನಡೆದ ಗ್ಯಾರಂಟಿ ಅನುಷ್ಠಾನ ಸಮಿತಿ ಸಭೆಯ ಅಧ್ಯಕ್ಷತೆ ವಹಿಸಿ ಮಾತನಾಡಿದ ಅವರು, ತಾಲ್ಲೂಕಿನಲ್ಲಿ ಯುವನಿಧಿ ಯೋಜನೆಯ ಫಲಾನುಭವಿಗಳ ಪಟ್ಟಿಯನ್ನು ಮುಂದಿನ ಸಭೆಯಲ್ಲಿ ಒದಗಿಸುವಂತೆ ಅಧಿಕಾರಿಗಳಿಗೆ ತಿಳಿಸಿದರು. ಗೃಹಲಕ್ಷ್ಮಿ ಯೋಜನೆ ಅಡಿಯಲ್ಲಿ ಮಧುಗಿರಿ ತಾಲ್ಲೂಕಿನಲ್ಲಿ 300 ಕೋಟಿ ಹಣ ಹೆಣ್ಣು ಮಕ್ಕಳ ಖಾತೆಗೆ ಸಂದಾಯವಾಗಿದೆ. ಶಕ್ತಿ ಯೋಜನೆ ಅಡಿಯಲ್ಲಿ ಮಧುಗಿರಿಯ ತಾಲ್ಲೂಕಿನಲ್ಲಿ ಒಂದು ಕೋಟಿ 85 ಲಕ್ಷದ 58,921 ಮಹಿಳೆಯರು ಪ್ರಯಾಣಿಸಿದ್ದು, ಅದರ ಮೊತ್ತ 53859026 ಹಣ ಸಂದಾಯವಾಗಿದೆ ಎಂದರು. ಗೃಹ ಜ್ಯೋತಿ ಯೋಜನೆ ಅಡಿಯಲ್ಲಿ 69,978 ಫಲಾನುಭವಿಗಳು ಯೋಜನೆಯ ಲಾಭ ಪಡೆದುಕೊಂಡಿದ್ದು, 50.55 ಕೋಟಿ ರೂ. ಹಣ ಬಿಡುಗಡೆಯಾಗಿದೆ. ಅನ್ನಭಾಗ್ಯ ಯೋಜನೆಯಡಿಯಲ್ಲಿ 2,22,3249 ಕ್ವಿಂಟಲ್ ಅಕ್ಕಿ ಸರಬರಾಜಾಗಿದೆ. ಅದೇ ರೀತಿ ಶಕ್ತಿ ಯೋಜನೆಯಡಿ ಪ್ರಯಾಣಿಕರ ಅನುಕೂಲಕ್ಕಾಗಿ ಹೆಚ್ಚುವರಿ ಬಸ್ ವ್ಯವಸ್ಥೆ ಮಾಡಬೇಕು. ಇದ್ದು, ಬ್ಯಾಂಕ್ ಮುಖ್ಯಸ್ಥರ ಸಭೆ ನಡೆಸುವಂತೆ ತಿಳಿಸಿದರು. ಕ್ಷೇತ್ರದಲ್ಲಿ ಪಂಚ ಗ್ಯಾರಂಟಿ ಯೋಜನೆಯಲ್ಲಿ ಒಂದು ರೂಪಾಯಿ ಸಹ ದುರುಪಯೋಗವಾಗದಂತೆ ಮಧ್ಯವರ್ತಿಗಳ ಹಾವಳಿ ಇಲ್ಲದೆ ನಡೆಯುತ್ತಿದೆ. ಶಾಸಕ ಕೆ.ಎನ್. ರಾಜಣ್ಣ ವಿಧಾನ ಪರಿಷತ್ ಸದಸ್ಯ ರಾಜೇಂದ್ರ ರಾಜಣ್ಣ ರಾಜ್ಯದ ಅಭಿವೃದ್ಧಿಯಲ್ಲಿ ಮಧುಗಿರಿಯನ್ನು ಗುರುತಿಸುವ ಕೆಲಸ ಮಾಡುತ್ತಿದ್ದಾರೆ. ಗ್ಯಾರಂಟಿ ಯೋಜನೆಯನ್ನು ಇತರ ರಾಜ್ಯಗಳು ಮಾದರಿಯಾಗಿ ಇಟ್ಟುಕೊಂಡಿವೆ. ಸಭೆಯಲ್ಲಿ ಇಓ ಲಕ್ಷ್ಮಣ್, ಸಿಡಿಪಿಓ, ಕೆಎಸ್‌ಆರ್‌ಟಿಸಿ ಡಿಪೋ ವ್ಯವಸ್ಥಾಪಕರು, ಸಮಿತಿಯ ಸದಸ್ಯರು ಉಪಸ್ಥಿತರಿದ್ದರು. xyxy=(702,101,907,504)
black-dot-icon xyxy=(1280,2034,1294,2048)
article-body: ಮಧುಗಿರಿ, ಫೆ. 2- ಸುಮಾರು 9 ಲಕ್ಷ ಮೌಲ್ಯದ 19 ಕ್ವಿಂಟಾಲ್ ಅಡಿಕೆ ಕಳ್ಳತನ ಮಾಡಿದ್ದ 4 ಜನ ಆರೋಪಿಗಳನ್ನು ತಾಲ್ಲೂಕಿನ ಕೊಡಿಗೇನಹಳ್ಳಿ ಪೊಲೀಸರು ಪತ್ತೆಹಚ್ಚಿ ಬಂಧಿಸಿದ್ದಾರೆ. ಚಿಕ್ಕಬಳ್ಳಾಪುರ ಜಿಲ್ಲೆಯ ಗೌರಿಬಿದನೂರು ತಾಲ್ಲೂಕಿನ ಗುಂಡಾಪುರ ಗ್ರಾಮದ ನೋಮರೆಡ್ಡಿ (20) ಆರೋಪಿಗಳಾಗಿದ್ದಾರೆ. ಗ್ರಾಮದ ಅಡಿಕೆ ಮಂಡಿ ಹಾಗೂ ಕಣಗಳಿಂದ ಅಡಿಕೆಯನ್ನು ಕಳವು ಮಾಡಿದ್ದರು. ಪೊಲೀಸ್ ವರಿಷ್ಠಾಧಿಕಾರಿ ಕೆ.ವಿ. ಅಶೋಕ್ ಮಾರ್ಗದರ್ಶನದಲ್ಲಿ ಹೆಚ್ಚುವರಿ ಪೊಲೀಸ್ ಅಧೀಕ್ಷಕರು, ಡಿವೈಎಸ್‌ಪಿ ಮಂಜುನಾಥ್ ಹಾಗೂ ಸಿಪಿಐ ಹನುಮಂತರಾಯಪ್ಪ ನೇತೃತ್ವದಲ್ಲಿ, ಮಧುಗಿರಿ ಉಪವಿಭಾಗದ ಸಿಬ್ಬಂದಿ ತಂಡ ರಚಿಸಲಾಗಿತ್ತು. ಬಂಧಿತ ಆರೋಪಿಗಳಿಂದ 13 ಕ್ವಿಂಟಾಲ್ 10 ಕೆ.ಜಿ. ಅಡಿಕೆ ಮತ್ತು ಒಂದು ಟಾಟಾ ಏಸ್ ಗೂಡ್ಸ್ ವಾಹನ ಹಾಗೂ ಒಂದು ದ್ವಿಚಕ್ರ ವಾಹನವನ್ನು ವಶಪಡಿಸಿಕೊಳ್ಳಲಾಗಿದೆ. ಇವುಗಳ ಒಟ್ಟು ಮೌಲ್ಯ 7.30 ಲಕ್ಷ ಮೌಲ್ಯದ ಎಂದು ಅಂದಾಜಿಸಲಾಗಿದೆ. ಸದರಿ ಆರೋಪಿಗಳನ್ನು ಪತ್ತೆಹಚ್ಚಿ ಬಂಧಿಸುವಲ್ಲಿ ಸಿಬ್ಬಂದಿಗಳಾದ ನರಸಿಂಹಮೂರ್ತಿ, ಗಂಗಾಧರ್, ಮಹೇಶ್, ರವಿಕುಮಾರ್, ಮೋಹನ್ ಹಾಗೂ ಇತರರು ಕರ್ತವ್ಯ ನಿರ್ವಹಿಸಿದ್ದು ಎಸ್ಪಿ ಅವರು ಶ್ಲಾಘಿಸಿದ್ದಾರೆ. xyxy=(702,599,1042,750)
date-english: Monday 02 February 2026 xyxy=(193,30,338,43)
city-label: ಬೆಂಗಳೂರು xyxy=(58,15,100,28)
black-dot-icon xyxy=(94,2034,108,2048)
